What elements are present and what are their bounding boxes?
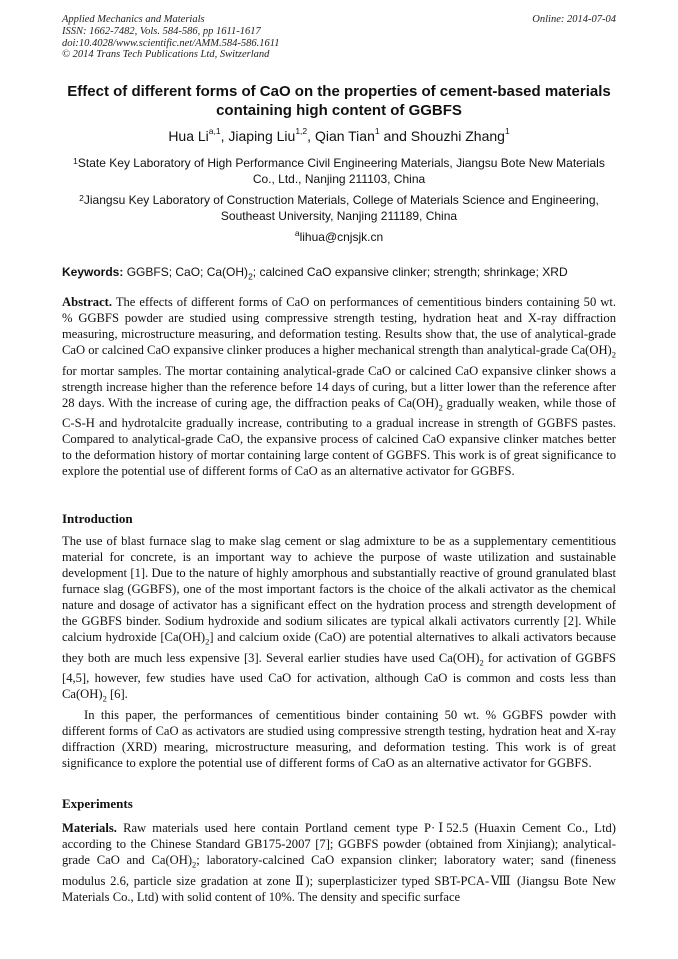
introduction-body	[62, 533, 616, 771]
keywords-sub: 2	[248, 271, 253, 282]
experiments-text: Raw materials used here contain Portland cement type P·Ⅰ52.5 (Huaxin Cement Co., Ltd) according to the Chinese Standard GB175-2007 [7]; GGBFS powder (obtained from Xinjiang); analytical-grade CaO and Ca(OH)	[62, 821, 616, 867]
keywords-label: Keywords:	[62, 265, 124, 279]
keywords-text: GGBFS; CaO; Ca(OH)	[126, 265, 249, 279]
author-sup: 1	[374, 126, 380, 136]
materials-label: Materials.	[62, 821, 117, 835]
paper-title: Effect of different forms of CaO on the properties of cement-based materials containing high content of GGBFS	[67, 83, 611, 119]
author-name: Shouzhi Zhang	[410, 128, 505, 144]
email-sup: a	[294, 228, 300, 238]
keywords-line	[62, 265, 616, 281]
author-name: Hua Li	[168, 128, 209, 144]
affiliation-text: Jiangsu Key Laboratory of Construction Materials, College of Materials Science and Engineering, Southeast University, Nanjing 211189, China	[83, 193, 599, 223]
author-name: Qian Tian	[314, 128, 375, 144]
copyright-line: © 2014 Trans Tech Publications Ltd, Switzerland	[62, 49, 270, 61]
abstract-text: The effects of different forms of CaO on performances of cementitious binders containing 50 wt. % GGBFS powder are studied using compressive strength testing, hydration heat and X-ray diffraction measuring, microstructure measuring, and deformation testing. Results show that, the use of analytical-grade CaO or calcined CaO expansive clinker produces a higher mechanical strength than analytical-grade Ca(OH)	[62, 295, 617, 357]
intro-text: for activation of GGBFS [4,5], however, few studies have used CaO for activation, although CaO is common and costs less than Ca(OH)	[62, 650, 616, 702]
keywords-text: ; calcined CaO expansive clinker; strength; shrinkage; XRD	[252, 265, 568, 279]
intro-text: ] and calcium oxide (CaO) are potential alternatives to alkali activators because they both are much less expensive [3]. Several earlier studies have used Ca(OH)	[62, 630, 616, 665]
email-address: lihua@cnjsjk.cn	[299, 230, 384, 244]
abstract-text: for mortar samples. The mortar containing analytical-grade CaO or calcined CaO expansive clinker shows a strength increase higher than the reference before 14 days of curing, but a litter lower than the reference after 28 days. With the increase of curing age, the diffraction peaks of Ca(OH)	[62, 363, 616, 410]
email-line	[62, 230, 616, 244]
intro-sub: 2	[102, 693, 107, 704]
author-sup: 1,2	[295, 126, 308, 136]
doi-line: doi:10.4028/www.scientific.net/AMM.584-586.1611	[62, 37, 280, 49]
affiliation-2	[62, 192, 616, 224]
author-name: Jiaping Liu	[228, 128, 296, 144]
affiliation-sup: 2	[79, 193, 84, 203]
journal-name: Applied Mechanics and Materials	[62, 14, 205, 25]
abstract-sub: 2	[611, 349, 616, 360]
online-date: Online: 2014-07-04	[532, 14, 616, 25]
author-list: Hua Li$^{a,1}$, Jiaping Liu$^{1,2}$, Qian Tian$^1$ and Shouzhi Zhang$^1$	[168, 126, 510, 144]
intro-paragraph-2: In this paper, the performances of cementitious binder containing 50 wt. % GGBFS powder with different forms of CaO as activators are studied using compressive strength testing, hydration heat and X-ray diffraction (XRD) mearing, microstructure measuring, and deformation testing. This work is of great significance to explore the potential use of different forms of CaO as an alternative activator for GGBFS.	[62, 707, 616, 770]
abstract	[62, 294, 616, 479]
affiliation-1	[62, 155, 616, 187]
journal-header	[62, 14, 279, 61]
issn-line: ISSN: 1662-7482, Vols. 584-586, pp 1611-1617	[62, 25, 261, 37]
intro-text: The use of blast furnace slag to make slag cement or slag admixture to be as a supplementary cementitious material for concrete, is an important way to achieve the purpose of waste utilization and sustainable development [1]. Due to the nature of highly amorphous and substantially reactive of ground granulated blast furnace slag (GGBFS), one of the most important factors is the choice of the alkali activator as the chemical nature and dosage of activator has a significant effect on the hydration process and strength development of the GGBFS binder. Sodium hydroxide and sodium silicates are typical alkali activators currently [2]. While calcium hydroxide [Ca(OH)	[62, 534, 616, 644]
intro-sub: 2	[479, 657, 484, 668]
experiments-heading: Experiments	[62, 796, 133, 811]
author-conjunction: and	[383, 128, 407, 144]
experiments-text: ; laboratory-calcined CaO expansion clinker; laboratory water; sand (fineness modulus 2.6, particle size gradation at zone Ⅱ); superplasticizer typed SBT-PCA-Ⅷ (Jiangsu Bote New Materials Co., Ltd) with solid content of 10%. The density and specific surface	[62, 853, 616, 904]
experiments-body	[62, 820, 616, 905]
intro-text: [6].	[106, 687, 128, 702]
abstract-sub: 2	[438, 402, 443, 413]
abstract-text: gradually weaken, while those of C-S-H and hydrotalcite gradually increase, contributing to a gradual increase in strength of GGBFS pastes. Compared to analytical-grade CaO, the expansive process of calcined CaO expansive clinker matches better to the deformation history of mortar containing large content of GGBFS. This work is of great significance to explore the potential use of different forms of CaO as an alternative activator for GGBFS.	[62, 395, 616, 479]
affiliation-sup: 1	[73, 156, 78, 166]
intro-paragraph-1	[62, 533, 616, 707]
introduction-heading: Introduction	[62, 511, 133, 526]
author-sup: a,1	[208, 126, 221, 136]
intro-sub: 2	[205, 636, 210, 647]
experiments-sub: 2	[192, 859, 197, 870]
affiliation-text: State Key Laboratory of High Performance Civil Engineering Materials, Jiangsu Bote New Materials Co., Ltd., Nanjing 211103, China	[77, 156, 605, 186]
author-sup: 1	[504, 126, 510, 136]
abstract-label: Abstract.	[62, 295, 113, 309]
